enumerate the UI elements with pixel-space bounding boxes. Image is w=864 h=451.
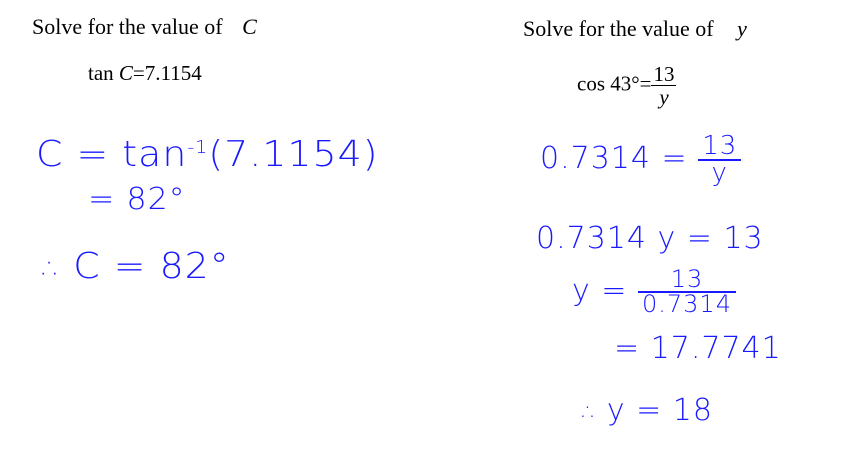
right-conclusion xyxy=(582,393,713,428)
left-given-equation xyxy=(88,61,202,86)
right-heading-var: y xyxy=(737,16,747,41)
left-conclusion-text: C = 82° xyxy=(73,246,230,287)
right-given-den: y xyxy=(659,85,669,110)
left-work-line1-rhs: = tan xyxy=(76,134,188,175)
left-given-rhs: =7.1154 xyxy=(132,61,202,85)
left-work-line1-lhs: C xyxy=(36,134,64,175)
therefore-icon: ∴ xyxy=(42,251,61,285)
right-heading-text: Solve for the value of xyxy=(523,16,714,41)
left-given-func: tan xyxy=(88,61,119,85)
left-conclusion xyxy=(42,246,230,287)
right-work-line3-den: 0.7314 xyxy=(641,289,732,318)
right-conclusion-text: y = 18 xyxy=(606,393,713,428)
right-work-line3-lhs: y = xyxy=(572,273,628,309)
right-given-fraction xyxy=(651,63,676,108)
right-given-equation xyxy=(577,63,676,108)
right-work-line-1 xyxy=(540,131,741,188)
left-heading-text: Solve for the value of xyxy=(32,14,223,39)
left-heading-var: C xyxy=(242,14,257,39)
right-work-line3-fraction xyxy=(638,265,736,318)
right-work-line-3 xyxy=(572,265,736,318)
right-work-line-4: = 17.7741 xyxy=(614,331,782,366)
left-work-line1-sup: -1 xyxy=(187,137,209,158)
right-given-lhs: cos 43°= xyxy=(577,71,652,96)
right-work-line-2: 0.7314 y = 13 xyxy=(536,221,764,256)
left-heading xyxy=(32,14,257,40)
right-work-line1-fraction xyxy=(698,131,741,188)
right-work-line3-num: 13 xyxy=(638,268,736,293)
left-work-line1-arg: (7.1154) xyxy=(208,134,379,175)
right-given-num: 13 xyxy=(653,62,675,86)
left-work-line-1 xyxy=(36,134,379,175)
right-heading xyxy=(523,16,747,42)
left-given-var: C xyxy=(118,61,133,85)
left-work-line-2: = 82° xyxy=(88,182,186,217)
right-work-line1-lhs: 0.7314 = xyxy=(540,141,688,177)
right-work-line1-num: 13 xyxy=(698,134,741,161)
therefore-icon: ∴ xyxy=(582,398,597,426)
right-work-line1-den: y xyxy=(711,157,728,188)
